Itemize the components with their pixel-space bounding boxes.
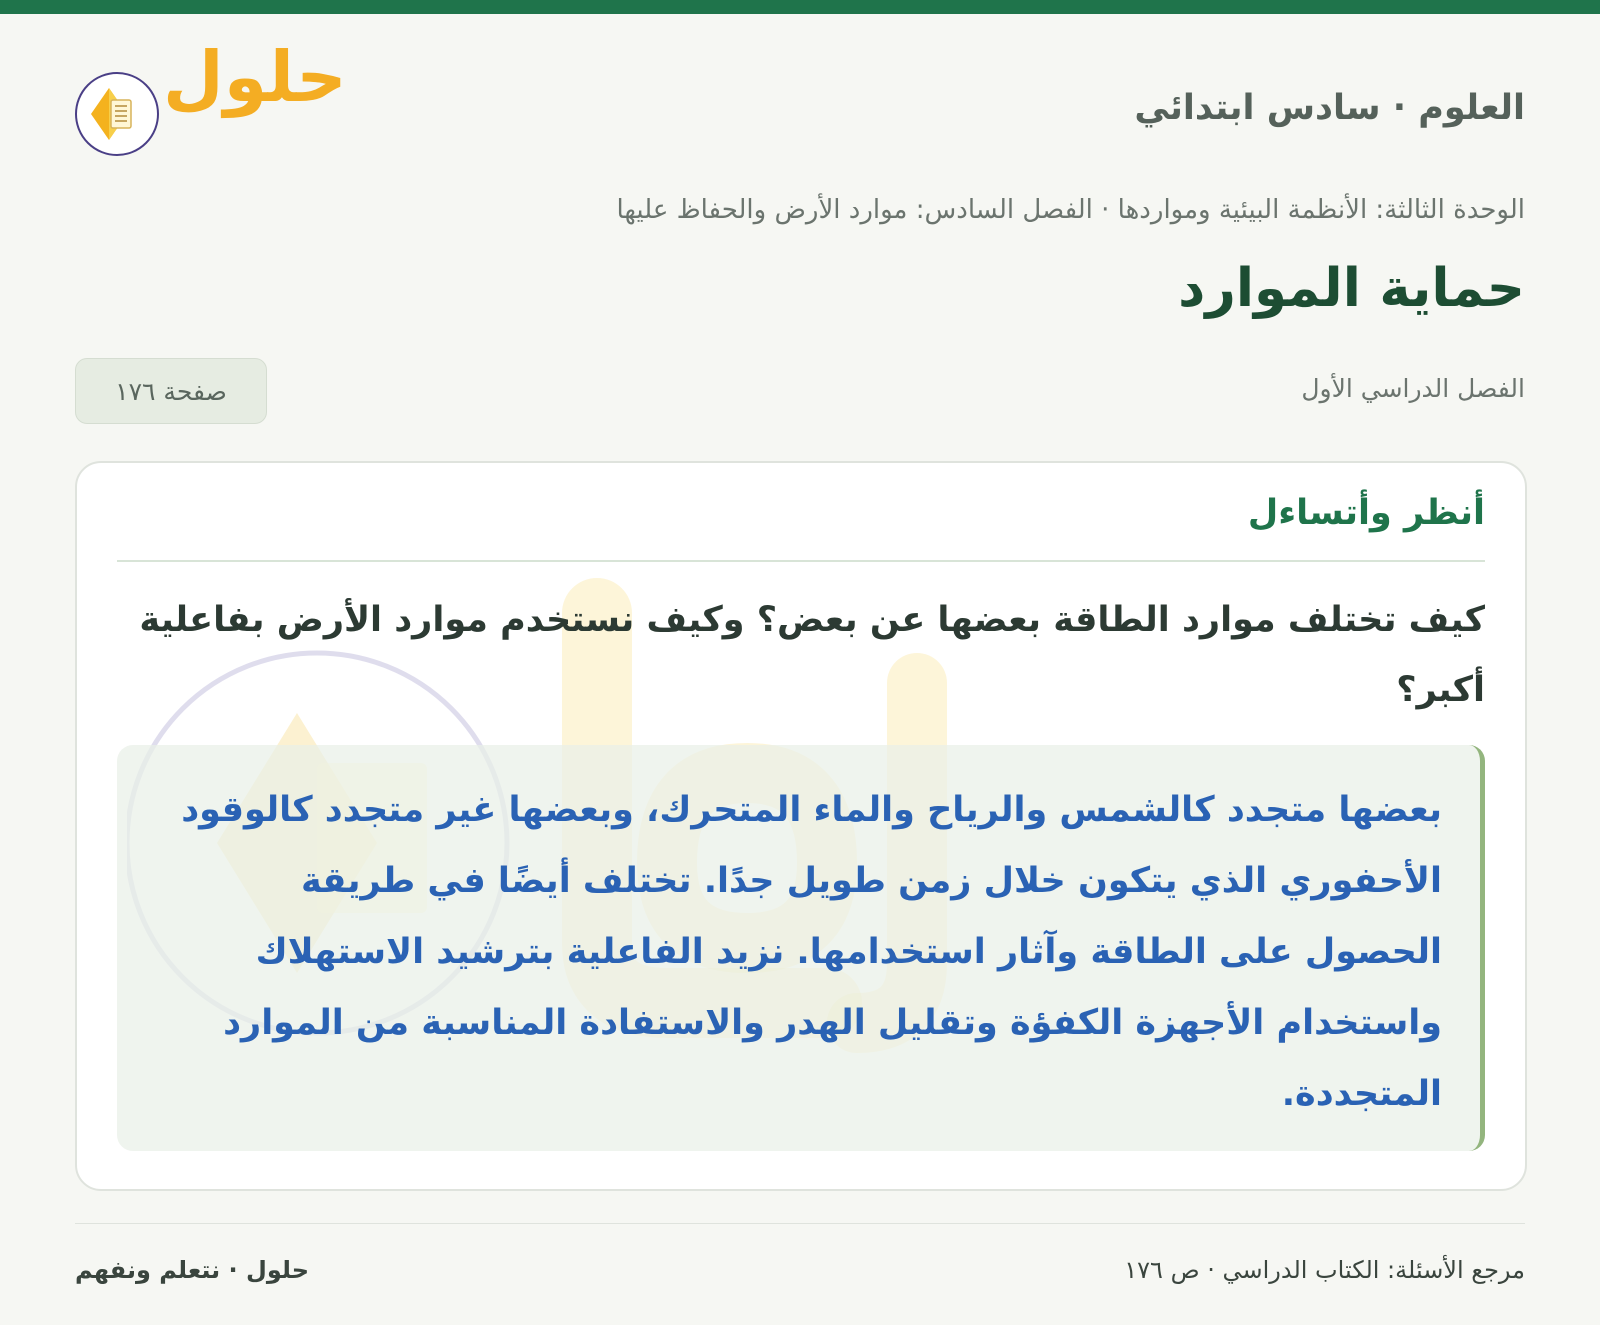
question-text: كيف تختلف موارد الطاقة بعضها عن بعض؟ وكيف نستخدم موارد الأرض بفاعلية أكبر؟ <box>139 600 1485 710</box>
section-heading: أنظر وأتساءل <box>1247 493 1485 533</box>
page-title: حماية الموارد <box>1178 258 1525 319</box>
logo-emblem-icon <box>75 72 159 156</box>
top-accent-bar <box>0 0 1600 14</box>
page-header <box>75 36 1525 160</box>
breadcrumb: الوحدة الثالثة: الأنظمة البيئية ومواردها · الفصل السادس: موارد الأرض والحفاظ عليها <box>616 195 1525 225</box>
logo-wordmark: حلول <box>163 36 347 118</box>
semester-label: الفصل الدراسي الأول <box>1301 374 1525 403</box>
subject-grade-title: العلوم · سادس ابتدائي <box>1134 88 1525 128</box>
footer-brand: حلول · نتعلم ونفهم <box>75 1256 309 1284</box>
footer-divider <box>75 1223 1525 1224</box>
page-number-badge: صفحة ١٧٦ <box>75 358 267 424</box>
section-divider <box>117 560 1485 562</box>
footer-reference: مرجع الأسئلة: الكتاب الدراسي · ص ١٧٦ <box>1124 1256 1525 1284</box>
site-logo[interactable] <box>75 36 347 160</box>
answer-box <box>117 745 1485 1151</box>
question-card <box>75 461 1527 1191</box>
answer-text: بعضها متجدد كالشمس والرياح والماء المتحرك، وبعضها غير متجدد كالوقود الأحفوري الذي يتكون خلال زمن طويل جدًا. تختلف أيضًا في طريقة الحصول على الطاقة وآثار استخدامها. نزيد الفاعلية بترشيد الاستهلاك واستخدام الأجهزة الكفؤة وتقليل الهدر والاستفادة المناسبة من الموارد المتجددة. <box>181 790 1442 1114</box>
